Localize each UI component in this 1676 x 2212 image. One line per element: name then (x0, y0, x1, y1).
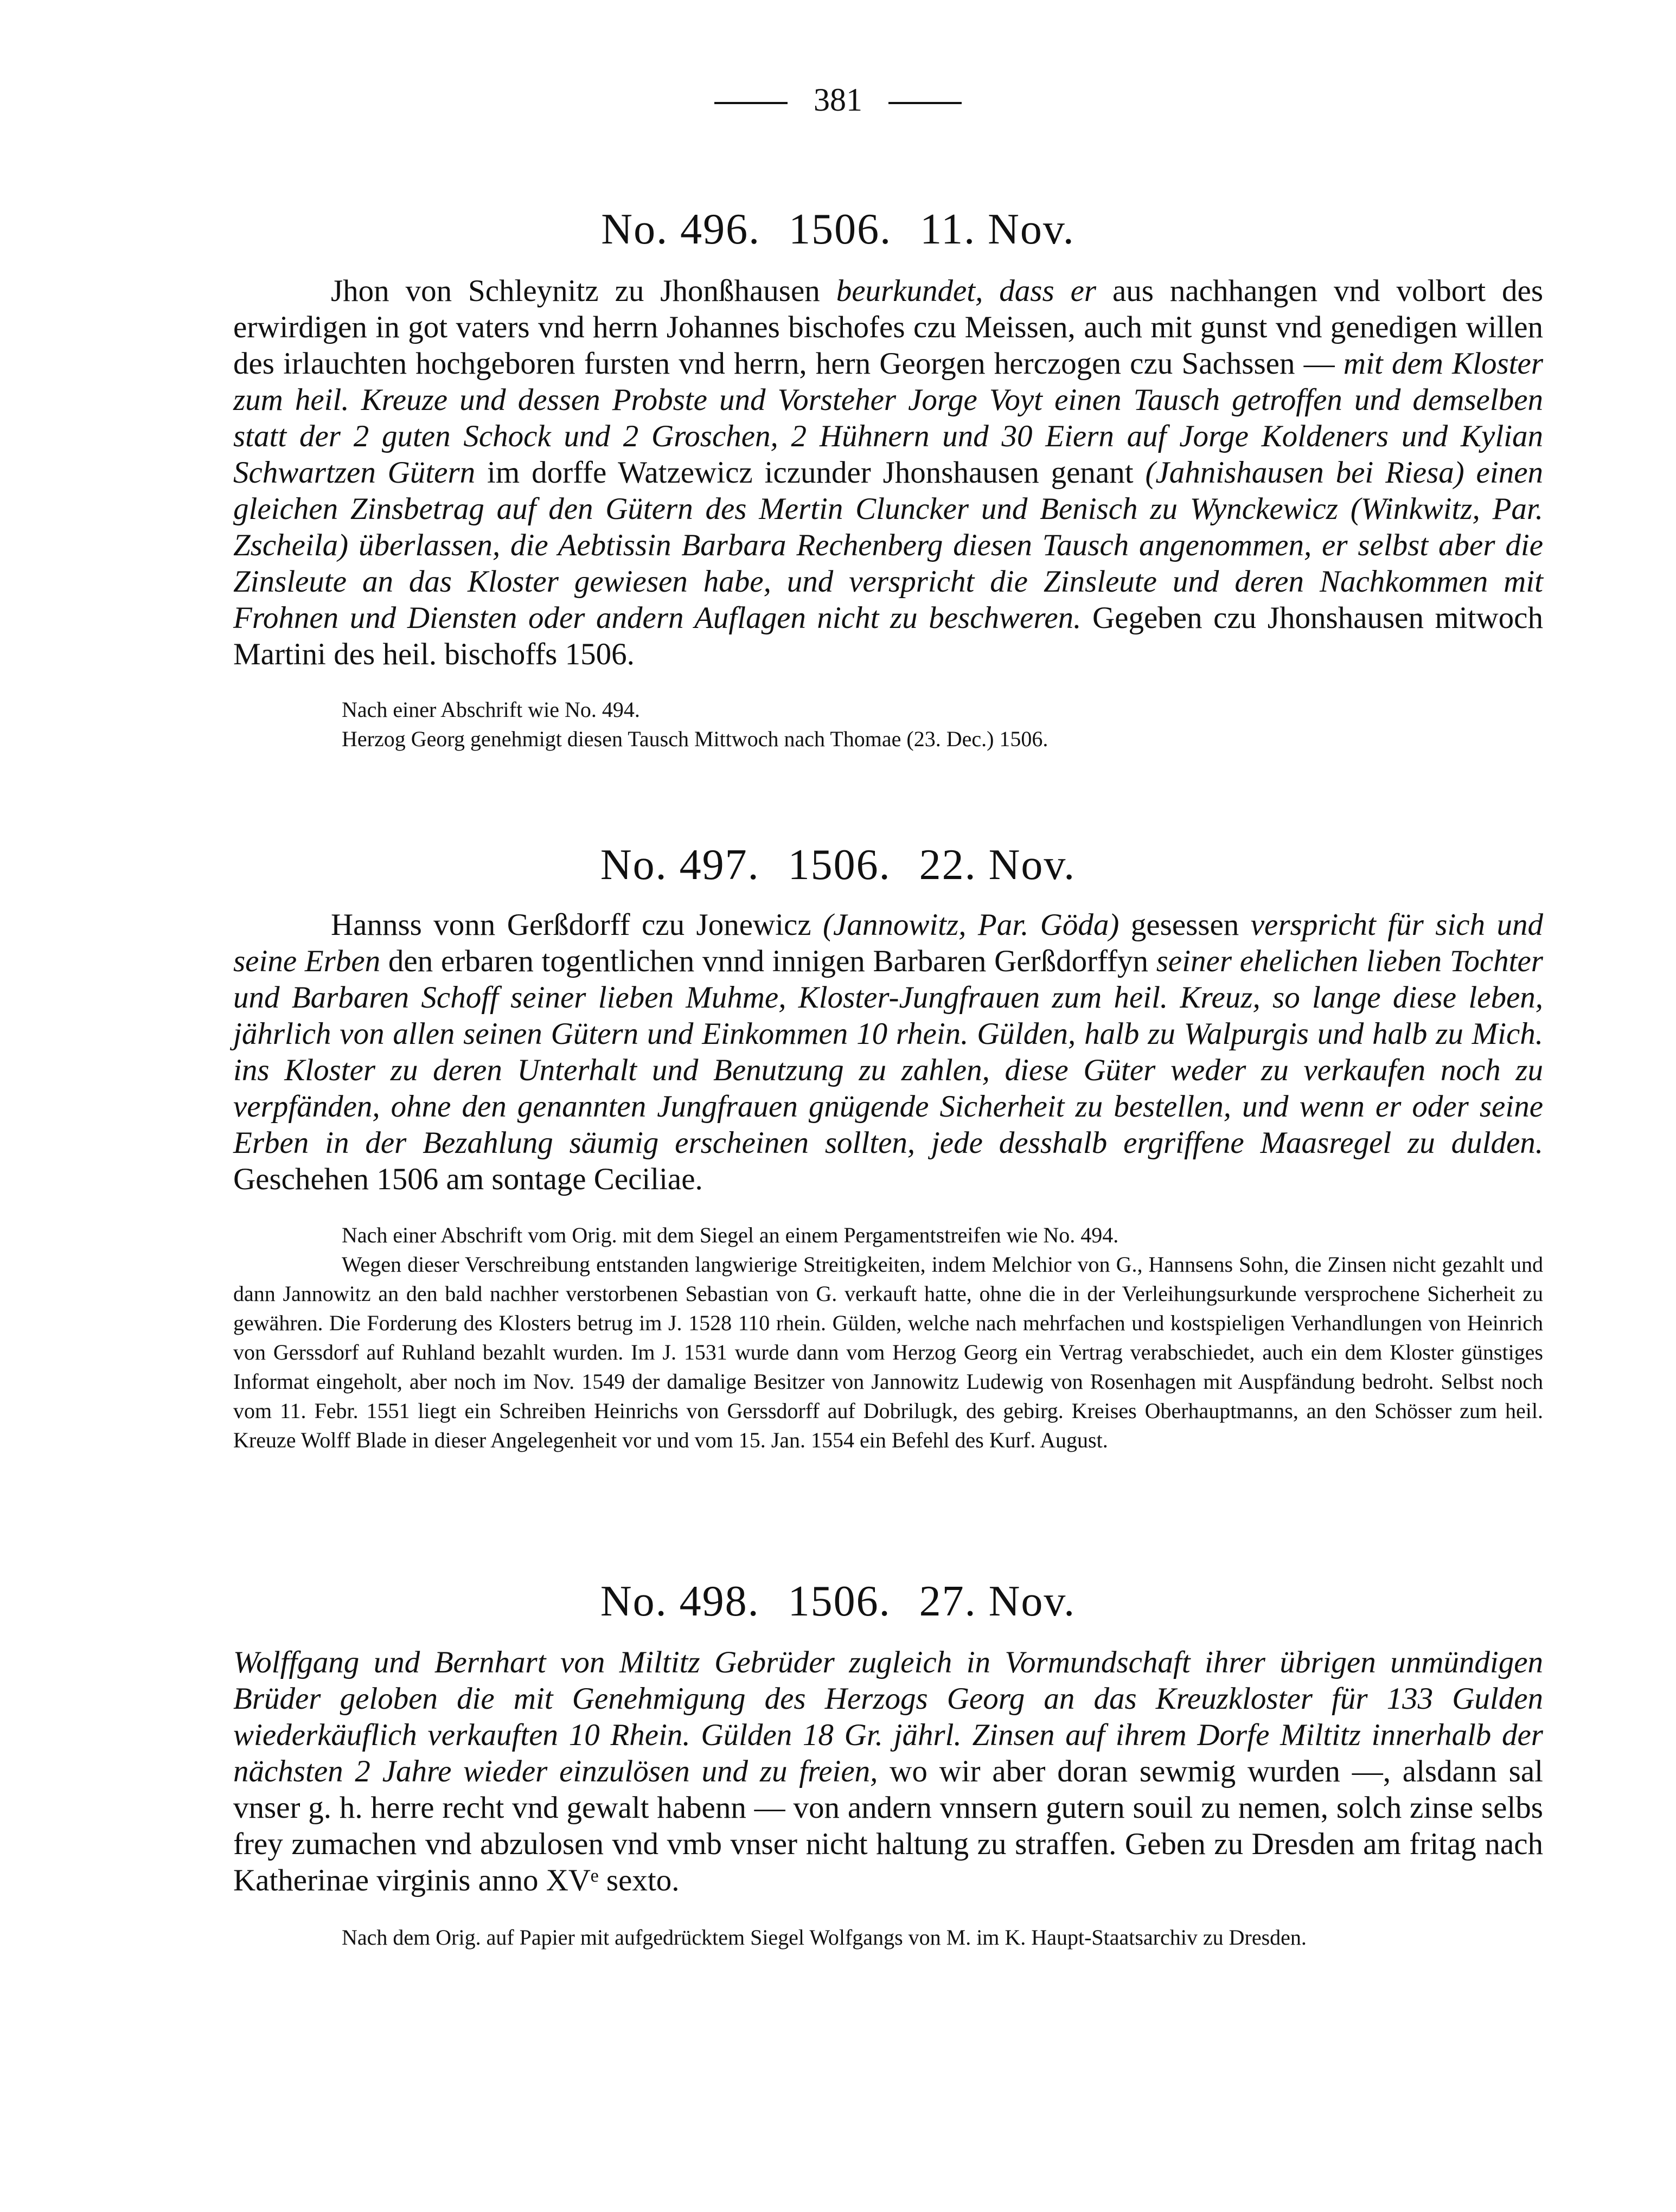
document-body-496 (233, 273, 1543, 672)
text-segment: aus nachhangen vnd volbort des erwirdigen in got vaters vnd herrn Johannes bischofes czu Meissen, auch mit gunst vnd genedigen willen des irlauchten hochgeboren fursten vnd herrn, hern Georgen herczogen czu Sachssen — (233, 274, 1543, 381)
source-note: Nach einer Abschrift wie No. 494. (342, 697, 640, 722)
text-segment: Hannss vonn Gerßdorff czu Jonewicz (331, 908, 823, 942)
source-note: Nach einer Abschrift vom Orig. mit dem Siegel an einem Pergamentstreifen wie No. 494. (342, 1223, 1119, 1247)
document-body-498 (233, 1644, 1543, 1899)
document-date: 22. Nov. (919, 841, 1076, 889)
document-heading-497 (0, 841, 1676, 890)
document-number: No. 496. (601, 206, 761, 253)
italic-text-segment: seiner ehelichen lieben Tochter und Barbaren Schoff seiner lieben Muhme, Kloster-Jungfrauen zum heil. Kreuz, so lange diese leben, jährlich von allen seinen Gütern und Einkommen 10 rhein. Gülden, halb zu Walpurgis und halb zu Mich. ins Kloster zu deren Unterhalt und Benutzung zu zahlen, diese Güter weder zu verkaufen noch zu verpfänden, ohne den genannten Jungfrauen gnügende Sicherheit zu bestellen, und wenn er oder seine Erben in der Bezahlung säumig erscheinen sollten, jede desshalb ergriffene Maasregel zu dulden. (233, 944, 1543, 1160)
document-year: 1506. (788, 841, 891, 889)
document-paragraph (233, 907, 1543, 1197)
editorial-note: Herzog Georg genehmigt diesen Tausch Mittwoch nach Thomae (23. Dec.) 1506. (342, 727, 1048, 751)
document-heading-496 (0, 205, 1676, 254)
document-paragraph (233, 1644, 1543, 1899)
document-year: 1506. (789, 206, 892, 253)
text-segment: Gegeben czu Jhonshausen mitwoch Martini des heil. bischoffs 1506. (233, 601, 1543, 671)
italic-text-segment: (Jahnishausen bei Riesa) einen gleichen Zinsbetrag auf den Gütern des Mertin Cluncker und Benisch zu Wynckewicz (Winkwitz, Par. Zscheila) überlassen, die Aebtissin Barbara Rechenberg diesen Tausch angenommen, er selbst aber die Zinsleute an das Kloster gewiesen habe, und verspricht die Zinsleute und deren Nachkommen mit Frohnen und Diensten oder andern Auflagen nicht zu beschweren. (233, 456, 1543, 635)
document-body-497 (233, 907, 1543, 1197)
document-notes-498 (233, 1923, 1543, 1952)
document-paragraph (233, 273, 1543, 672)
page-number-value: 381 (814, 82, 862, 118)
text-segment: Jhon von Schleynitz zu Jhonßhausen (331, 274, 836, 308)
italic-text-segment: beurkundet, dass er (836, 274, 1097, 308)
text-segment: den erbaren togentlichen vnnd innigen Barbaren Gerßdorffyn (380, 944, 1156, 978)
document-date: 11. Nov. (920, 206, 1075, 253)
text-segment: gesessen (1119, 908, 1251, 942)
document-number: No. 497. (600, 841, 760, 889)
document-year: 1506. (788, 1578, 891, 1625)
text-segment: Geschehen 1506 am sontage Ceciliae. (233, 1162, 703, 1196)
text-segment: wo wir aber doran sewmig wurden —, alsdann sal vnser g. h. herre recht vnd gewalt habenn — von andern vnnsern gutern souil zu nemen, solch zinse selbs frey zumachen vnd abzulosen vnd vmb vnser nicht haltung zu straffen. Geben zu Dresden am fritag nach Katherinae virginis anno XVᵉ sexto. (233, 1754, 1543, 1897)
source-note: Nach dem Orig. auf Papier mit aufgedrücktem Siegel Wolfgangs von M. im K. Haupt-Staatsarchiv zu Dresden. (342, 1925, 1307, 1950)
italic-text-segment: verspricht für sich und seine Erben (233, 908, 1543, 978)
page-number-rule-right (888, 102, 962, 104)
editorial-note: Wegen dieser Verschreibung entstanden langwierige Streitigkeiten, indem Melchior von G., Hannsens Sohn, die Zinsen nicht gezahlt und dann Jannowitz an den bald nachher verstorbenen Sebastian von G. verkauft hatte, ohne die in der Verleihungsurkunde versprochene Sicherheit zu gewähren. Die Forderung des Klosters betrug im J. 1528 110 rhein. Gülden, welche nach mehrfachen und kostspieligen Verhandlungen von Heinrich von Gerssdorf auf Ruhland bezahlt wurden. Im J. 1531 wurde dann vom Herzog Georg ein Vertrag verabschiedet, auch ein dem Kloster günstiges Informat eingeholt, aber noch im Nov. 1549 der damalige Besitzer von Jannowitz Ludewig von Rosenhagen mit Auspfändung bedroht. Selbst noch vom 11. Febr. 1551 liegt ein Schreiben Heinrichs von Gerssdorff auf Dobrilugk, des gebirg. Kreises Oberhauptmanns, an den Schösser zum heil. Kreuze Wolff Blade in dieser Angelegenheit vor und vom 15. Jan. 1554 ein Befehl des Kurf. August. (233, 1252, 1543, 1452)
page-number-rule-left (714, 102, 788, 104)
document-heading-498 (0, 1577, 1676, 1626)
italic-text-segment: (Jannowitz, Par. Göda) (823, 908, 1120, 942)
document-notes-496 (233, 695, 1543, 754)
text-segment: im dorffe Watzewicz iczunder Jhonshausen genant (475, 456, 1146, 490)
document-notes-497 (233, 1221, 1543, 1455)
document-date: 27. Nov. (919, 1578, 1076, 1625)
page-number (0, 81, 1676, 119)
italic-text-segment: Wolffgang und Bernhart von Miltitz Gebrüder zugleich in Vormundschaft ihrer übrigen unmündigen Brüder geloben die mit Genehmigung des Herzogs Georg an das Kreuzkloster für 133 Gulden wiederkäuflich verkauften 10 Rhein. Gülden 18 Gr. jährl. Zinsen auf ihrem Dorfe Miltitz innerhalb der nächsten 2 Jahre wieder einzulösen und zu freien, (233, 1645, 1543, 1788)
document-number: No. 498. (600, 1578, 760, 1625)
italic-text-segment: mit dem Kloster zum heil. Kreuze und dessen Probste und Vorsteher Jorge Voyt einen Tausch getroffen und demselben statt der 2 guten Schock und 2 Groschen, 2 Hühnern und 30 Eiern auf Jorge Koldeners und Kylian Schwartzen Gütern (233, 347, 1543, 490)
